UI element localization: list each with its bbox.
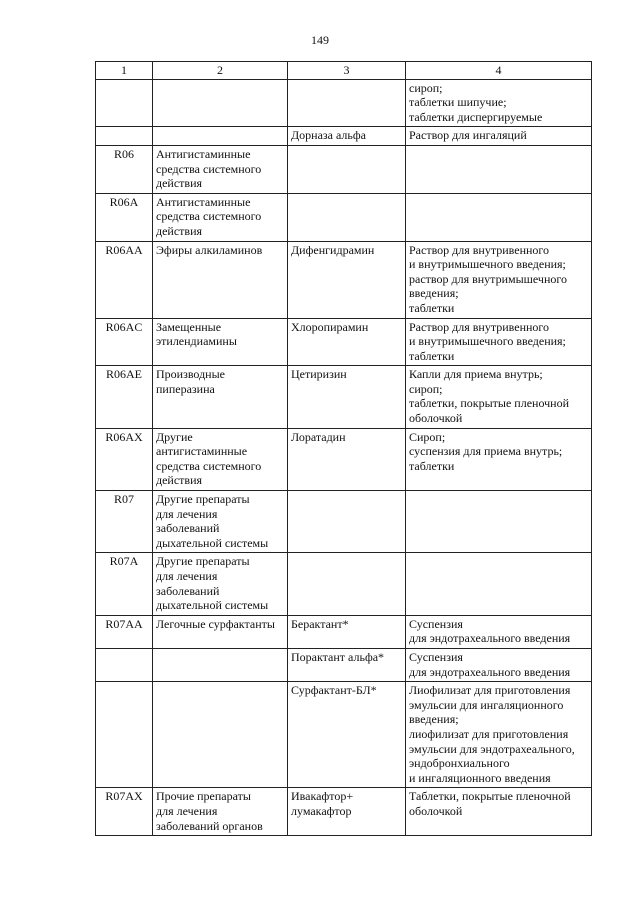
group-cell: Другие антигистаминные средства системного действия [153, 428, 288, 490]
atc-code-cell [96, 648, 153, 681]
drug-cell: Сурфактант-БЛ* [288, 682, 406, 788]
table-row [96, 366, 592, 428]
dosage-form-cell: Раствор для ингаляций [406, 127, 592, 146]
drug-cell: Дорназа альфа [288, 127, 406, 146]
column-header: 4 [406, 62, 592, 80]
atc-code-cell: R07AA [96, 615, 153, 648]
table-header-row [96, 62, 592, 80]
atc-code-cell: R06A [96, 193, 153, 241]
drug-cell [288, 553, 406, 615]
table-row [96, 428, 592, 490]
atc-code-cell: R06AE [96, 366, 153, 428]
group-cell: Антигистаминные средства системного действия [153, 193, 288, 241]
table-row [96, 682, 592, 788]
dosage-form-cell: Раствор для внутривенного и внутримышечного введения; таблетки [406, 318, 592, 366]
dosage-form-cell: Суспензия для эндотрахеального введения [406, 615, 592, 648]
table-row [96, 788, 592, 836]
drug-cell [288, 491, 406, 553]
dosage-form-cell [406, 491, 592, 553]
dosage-form-cell: Сироп; суспензия для приема внутрь; таблетки [406, 428, 592, 490]
table-row [96, 553, 592, 615]
drug-cell: Берактант* [288, 615, 406, 648]
drug-cell: Дифенгидрамин [288, 241, 406, 318]
atc-code-cell: R06AX [96, 428, 153, 490]
group-cell [153, 79, 288, 127]
atc-code-cell: R06AC [96, 318, 153, 366]
table-row [96, 648, 592, 681]
dosage-form-cell: Таблетки, покрытые пленочной оболочкой [406, 788, 592, 836]
drug-table [95, 61, 592, 836]
column-header: 2 [153, 62, 288, 80]
atc-code-cell: R07AX [96, 788, 153, 836]
drug-cell: Цетиризин [288, 366, 406, 428]
dosage-form-cell [406, 193, 592, 241]
drug-cell: Хлоропирамин [288, 318, 406, 366]
table-row [96, 145, 592, 193]
group-cell: Производные пиперазина [153, 366, 288, 428]
drug-cell: Ивакафтор+ лумакафтор [288, 788, 406, 836]
drug-cell [288, 145, 406, 193]
group-cell: Легочные сурфактанты [153, 615, 288, 648]
dosage-form-cell: Лиофилизат для приготовления эмульсии для ингаляционного введения; лиофилизат для приготовления эмульсии для эндотрахеального, эндобронхиального и ингаляционного введения [406, 682, 592, 788]
dosage-form-cell: Раствор для внутривенного и внутримышечного введения; раствор для внутримышечного введения; таблетки [406, 241, 592, 318]
dosage-form-cell: Капли для приема внутрь; сироп; таблетки, покрытые пленочной оболочкой [406, 366, 592, 428]
group-cell: Прочие препараты для лечения заболеваний органов [153, 788, 288, 836]
dosage-form-cell [406, 553, 592, 615]
dosage-form-cell [406, 145, 592, 193]
group-cell [153, 648, 288, 681]
page-number: 149 [311, 33, 329, 47]
dosage-form-cell: Суспензия для эндотрахеального введения [406, 648, 592, 681]
dosage-form-cell: сироп; таблетки шипучие; таблетки диспергируемые [406, 79, 592, 127]
table-row [96, 127, 592, 146]
group-cell: Эфиры алкиламинов [153, 241, 288, 318]
group-cell: Другие препараты для лечения заболеваний дыхательной системы [153, 491, 288, 553]
column-header: 1 [96, 62, 153, 80]
atc-code-cell: R06 [96, 145, 153, 193]
table-row [96, 318, 592, 366]
atc-code-cell: R06AA [96, 241, 153, 318]
table-row [96, 241, 592, 318]
atc-code-cell [96, 79, 153, 127]
table-row [96, 615, 592, 648]
atc-code-cell [96, 127, 153, 146]
drug-cell: Лоратадин [288, 428, 406, 490]
group-cell [153, 682, 288, 788]
column-header: 3 [288, 62, 406, 80]
table-row [96, 79, 592, 127]
atc-code-cell [96, 682, 153, 788]
atc-code-cell: R07A [96, 553, 153, 615]
drug-cell [288, 193, 406, 241]
group-cell: Другие препараты для лечения заболеваний дыхательной системы [153, 553, 288, 615]
table-row [96, 193, 592, 241]
group-cell: Замещенные этилендиамины [153, 318, 288, 366]
table-row [96, 491, 592, 553]
atc-code-cell: R07 [96, 491, 153, 553]
drug-cell [288, 79, 406, 127]
group-cell [153, 127, 288, 146]
group-cell: Антигистаминные средства системного действия [153, 145, 288, 193]
drug-cell: Порактант альфа* [288, 648, 406, 681]
